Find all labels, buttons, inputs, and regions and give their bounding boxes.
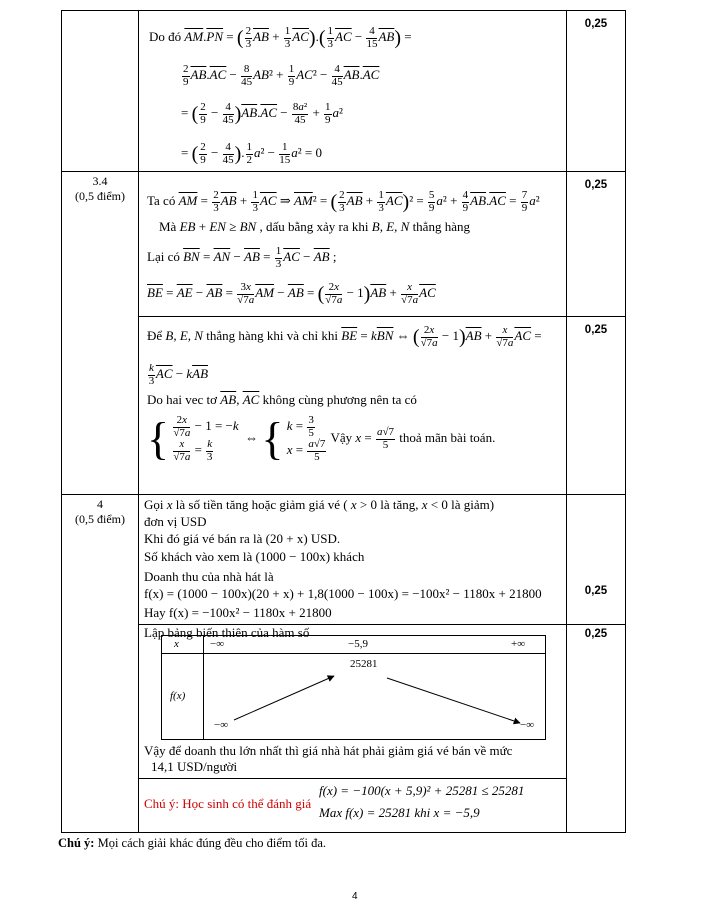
variation-table bbox=[161, 635, 546, 740]
equation-line: Để B, E, N thẳng hàng khi và chỉ khi $\overline{BE} = k\overline{BN}$ ⇔ ( $\frac{2x}{√7a}$ − $1)\overline{AB}$ + $\frac{x}{√7a}$ $\overline{AC}$ = bbox=[147, 324, 542, 349]
score-cell bbox=[567, 625, 626, 833]
table-row bbox=[62, 625, 626, 833]
note-equation: f(x) = −100(x + 5,9)² + 25281 ≤ 25281 bbox=[319, 783, 525, 798]
solution-cell bbox=[139, 11, 567, 172]
table-row bbox=[62, 172, 626, 317]
score: 0,25 bbox=[584, 628, 608, 640]
text-line: Số khách vào xem là (1000 − 100x) khách bbox=[144, 549, 365, 564]
solution-cell bbox=[139, 625, 567, 833]
solution-cell bbox=[139, 172, 567, 317]
text-line: Do hai vec tơ $\overline{AB}$, $\overline{AC}$ không cùng phương nên ta có bbox=[147, 392, 417, 407]
text-line: Mà EB + EN ≥ BN , dấu bằng xảy ra khi B, E, N thẳng hàng bbox=[159, 219, 470, 234]
score: 0,25 bbox=[584, 585, 608, 597]
equation-line: f(x) = (1000 − 100x)(20 + x) + 1,8(1000 − 100x) = −100x² − 1180x + 21800 bbox=[144, 586, 542, 601]
equation-line: = ( $\frac{2}{9}$ − $\frac{4}{45}$ ). $\frac{1}{2}$ a² − $\frac{1}{15}$ a² = 0 bbox=[181, 141, 322, 166]
vt-x-label: x bbox=[174, 638, 179, 650]
vt-f-right: −∞ bbox=[520, 719, 535, 731]
text-line: Lập bảng biến thiên của hàm số bbox=[144, 625, 310, 640]
vt-x-left: −∞ bbox=[210, 638, 225, 650]
equation-line: Do đó $\overline{AM}.\overline{PN}$ = ( $\frac{2}{3}$ $\overline{AB}$ + $\frac{1}{3}$ $\overline{AC}$).( $\frac{1}{3}$ $\overline{AC}$ − $\frac{4}{15}$ $\overline{AB}$) = bbox=[149, 25, 412, 50]
score: 0,25 bbox=[584, 179, 608, 191]
footer-note bbox=[58, 836, 326, 851]
solution-cell bbox=[139, 317, 567, 495]
text-line: đơn vị USD bbox=[144, 514, 207, 529]
score: 0,25 bbox=[584, 324, 608, 336]
grading-table bbox=[61, 10, 626, 833]
vt-arrows bbox=[162, 636, 545, 739]
text-line: Khi đó giá vé bán ra là (20 + x) USD. bbox=[144, 531, 341, 546]
item-points: (0,5 điểm) bbox=[75, 512, 125, 526]
score: 0,25 bbox=[584, 18, 608, 30]
vt-f-left: −∞ bbox=[214, 719, 229, 731]
score-cell bbox=[567, 495, 626, 625]
score-cell bbox=[567, 11, 626, 172]
item-cell bbox=[62, 495, 139, 833]
footer-text: Mọi cách giải khác đúng đều cho điểm tối đa. bbox=[94, 836, 326, 850]
item-number: 3.4 bbox=[92, 174, 108, 188]
item-points: (0,5 điểm) bbox=[75, 189, 125, 203]
text-line: Doanh thu của nhà hát là bbox=[144, 569, 274, 584]
equation-line: Lại có $\overline{BN} = \overline{AN} - \overline{AB}$ = $\frac{1}{3}$ $\overline{AC} - \overline{AB}$ ; bbox=[147, 245, 337, 270]
system-of-equations: { $\frac{2x}{√7a}$ − 1 = −k $\frac{x}{√7a}$ = $\frac{k}{3}$ ⇔ { k = $\frac{3}{5}$ x = $\frac{a√7}{5}$ Vậy x = $\frac{a√7}{5}$ thoả mãn bài toán. bbox=[147, 413, 496, 465]
score-cell bbox=[567, 317, 626, 495]
equation-line: Hay f(x) = −100x² − 1180x + 21800 bbox=[144, 605, 332, 620]
text-line: Gọi x là số tiền tăng hoặc giảm giá vé ( x > 0 là tăng, x < 0 là giảm) bbox=[144, 497, 495, 512]
vt-x-right: +∞ bbox=[511, 638, 526, 650]
note-box bbox=[139, 778, 566, 833]
item-number: 4 bbox=[97, 497, 103, 511]
equation-line: Ta có $\overline{AM}$ = $\frac{2}{3}$ $\overline{AB}$ + $\frac{1}{3}$ $\overline{AC}$ ⇒ $\overline{AM}^2$ = ( $\frac{2}{3}$ $\overline{AB}$ + $\frac{1}{3}$ $\overline{AC})^2$ = $\frac{5}{9}$ a² + $\frac{4}{9}$ $\overline{AB}.\overline{AC}$ = $\frac{7}{9}$ a² bbox=[147, 189, 540, 214]
equation-line: $\frac{k}{3}$ $\overline{AC} - k\overline{AB}$ bbox=[148, 362, 209, 387]
score-cell bbox=[567, 172, 626, 317]
equation-line: = ( $\frac{2}{9}$ − $\frac{4}{45}$ )$\overline{AB}.\overline{AC}$ − $\frac{\text{8a²}}{45}$ + $\frac{1}{9}$ a² bbox=[181, 101, 343, 126]
vt-x-critical: −5,9 bbox=[348, 638, 368, 650]
text-line: 14,1 USD/người bbox=[151, 759, 238, 774]
table-row bbox=[62, 11, 626, 172]
item-cell bbox=[62, 11, 139, 172]
equation-line: $\frac{2}{9}$ $\overline{AB}.\overline{AC}$ − $\frac{8}{45}$ AB² + $\frac{1}{9}$ AC² − $\frac{4}{45}$ $\overline{AB}.\overline{AC}$ bbox=[183, 63, 380, 88]
table-row bbox=[62, 495, 626, 625]
table-row bbox=[62, 317, 626, 495]
vt-f-max: 25281 bbox=[350, 658, 378, 670]
equation-line: $\overline{BE} = \overline{AE} - \overline{AB}$ = $\frac{3x}{√7a}$ $\overline{AM} - \overline{AB}$ = ( $\frac{2x}{√7a}$ − $1)\overline{AB}$ + $\frac{x}{√7a}$ $\overline{AC}$ bbox=[147, 281, 436, 306]
note-equation: Max f(x) = 25281 khi x = −5,9 bbox=[319, 805, 480, 820]
footer-label: Chú ý: bbox=[58, 836, 95, 850]
decreasing-arrow bbox=[387, 678, 520, 723]
item-cell bbox=[62, 172, 139, 495]
text-line: Vậy để doanh thu lớn nhất thì giá nhà hát phải giảm giá vé bán về mức bbox=[144, 743, 513, 758]
vt-f-label: f(x) bbox=[170, 690, 186, 702]
page-number: 4 bbox=[352, 891, 358, 902]
solution-cell bbox=[139, 495, 567, 625]
note-text: Chú ý: Học sinh có thể đánh giá bbox=[144, 796, 312, 811]
increasing-arrow bbox=[234, 676, 334, 720]
